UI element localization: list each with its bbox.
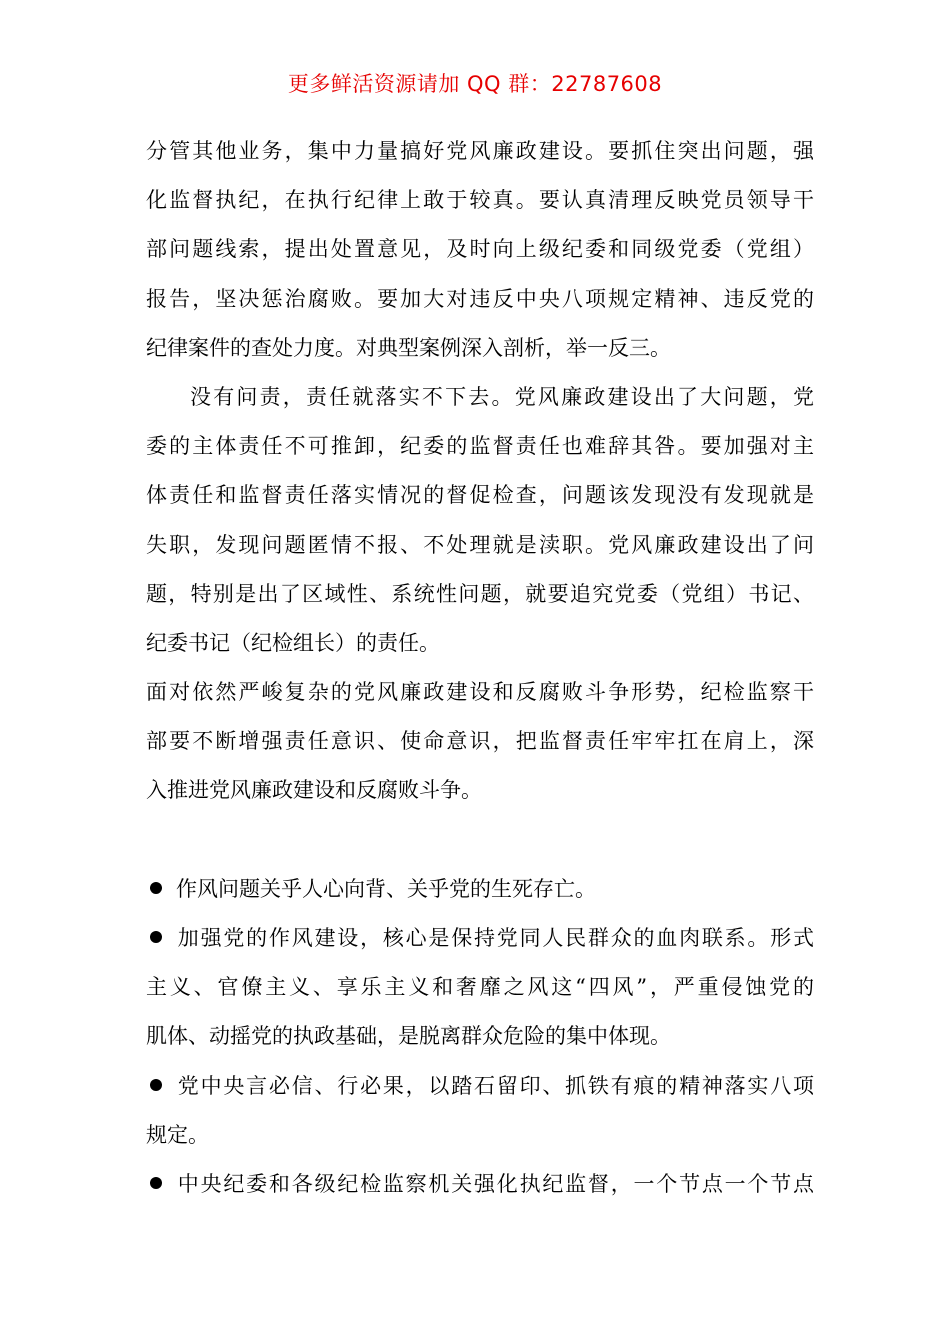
- paragraph-3: [146, 668, 814, 816]
- bullet-dot-icon: [150, 882, 162, 894]
- bullet-text: 主义、官僚主义、享乐主义和奢靡之风这“四风”，严重侵蚀党的: [146, 975, 814, 1000]
- paragraph-line: 题，特别是出了区域性、系统性问题，就要追究党委（党组）书记、: [146, 581, 814, 606]
- paragraph-line: 化监督执纪，在执行纪律上敢于较真。要认真清理反映党员领导干: [146, 188, 814, 213]
- bullet-text: 加强党的作风建设，核心是保持党同人民群众的血肉联系。形式: [176, 926, 814, 950]
- paragraph-line: 面对依然严峻复杂的党风廉政建设和反腐败斗争形势，纪检监察干: [146, 680, 814, 705]
- paragraph-line: 部要不断增强责任意识、使命意识，把监督责任牢牢扛在肩上，深: [146, 729, 814, 754]
- bullet-dot-icon: [150, 931, 162, 943]
- paragraph-line: 报告，坚决惩治腐败。要加大对违反中央八项规定精神、违反党的: [146, 286, 814, 311]
- bullet-dot-icon: [150, 1079, 162, 1091]
- blank-line: [146, 816, 814, 865]
- bullet-text: 肌体、动摇党的执政基础，是脱离群众危险的集中体现。: [146, 1024, 671, 1049]
- bullet-dot-icon: [150, 1177, 162, 1189]
- paragraph-line: 体责任和监督责任落实情况的督促检查，问题该发现没有发现就是: [146, 483, 814, 508]
- paragraph-line: 分管其他业务，集中力量搞好党风廉政建设。要抓住突出问题，强: [146, 139, 814, 163]
- bullet-text: 党中央言必信、行必果，以踏石留印、抓铁有痕的精神落实八项: [176, 1073, 814, 1098]
- paragraph-line: 部问题线索，提出处置意见，及时向上级纪委和同级党委（党组）: [146, 237, 814, 262]
- bullet-text: 作风问题关乎人心向背、关乎党的生死存亡。: [176, 876, 596, 901]
- bullet-item-2: [146, 914, 814, 1062]
- paragraph-line: 纪委书记（纪检组长）的责任。: [146, 630, 440, 655]
- bullet-item-4: [146, 1160, 814, 1209]
- paragraph-line: 委的主体责任不可推卸，纪委的监督责任也难辞其咎。要加强对主: [146, 434, 814, 459]
- bullet-text: 规定。: [146, 1122, 209, 1147]
- bullet-item-1: [146, 865, 814, 914]
- paragraph-2: [146, 373, 814, 668]
- paragraph-line: 失职，发现问题匿情不报、不处理就是渎职。党风廉政建设出了问: [146, 532, 814, 557]
- promo-header: 更多鲜活资源请加 QQ 群：22787608: [287, 72, 663, 96]
- paragraph-1: [146, 127, 814, 373]
- paragraph-line: 没有问责，责任就落实不下去。党风廉政建设出了大问题，党: [190, 384, 814, 409]
- bullet-text: 中央纪委和各级纪检监察机关强化执纪监督，一个节点一个节点: [176, 1171, 814, 1196]
- document-body: [146, 127, 814, 1209]
- bullet-item-3: [146, 1062, 814, 1160]
- paragraph-line: 入推进党风廉政建设和反腐败斗争。: [146, 778, 482, 803]
- paragraph-line: 纪律案件的查处力度。对典型案例深入剖析，举一反三。: [146, 335, 671, 360]
